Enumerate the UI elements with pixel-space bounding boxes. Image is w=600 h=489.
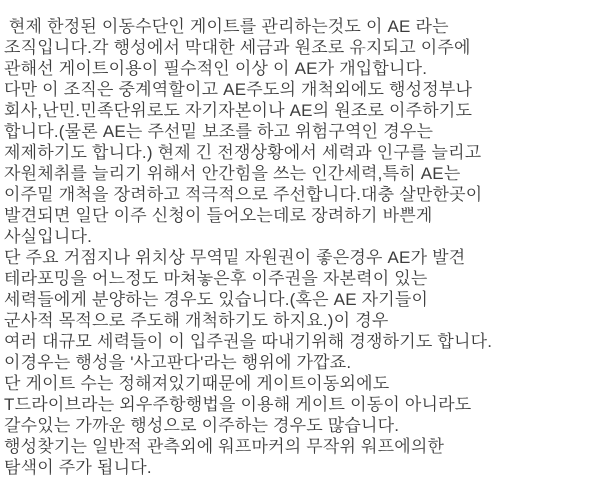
- text-line: 사실입니다.: [4, 227, 93, 246]
- text-line: 회사,난민.민족단위로도 자기자본이나 AE의 원조로 이주하기도: [4, 101, 473, 120]
- text-line: 발견되면 일단 이주 신청이 들어오는데로 장려하기 바쁜게: [4, 206, 433, 225]
- text-line: 여러 대규모 세력들이 이 입주권을 따내기위해 경쟁하기도 합니다.: [4, 332, 493, 351]
- text-line: 관해선 게이트이용이 필수적인 이상 이 AE가 개입합니다.: [4, 59, 428, 78]
- text-line: 제제하기도 합니다.) 현제 긴 전쟁상황에서 세력과 인구를 늘리고: [4, 143, 482, 162]
- text-line: 합니다.(물론 AE는 주선밑 보조를 하고 위험구역인 경우는: [4, 122, 434, 141]
- text-line: 단 게이트 수는 정해져있기때문에 게이트이동외에도: [4, 374, 390, 393]
- text-line: 탐색이 주가 됩니다.: [4, 458, 152, 477]
- text-line: 현제 한정된 이동수단인 게이트를 관리하는것도 이 AE 라는: [4, 17, 449, 36]
- text-line: 자원체취를 늘리기 위해서 안간힘을 쓰는 인간세력,특히 AE는: [4, 164, 461, 183]
- text-line: 이주밑 개척을 장려하고 적극적으로 주선합니다.대충 살만한곳이: [4, 185, 483, 204]
- text-line: 갈수있는 가까운 행성으로 이주하는 경우도 많습니다.: [4, 416, 400, 435]
- text-line: 단 주요 거점지나 위치상 무역밑 자원권이 좋은경우 AE가 발견: [4, 248, 466, 267]
- text-line: 테라포밍을 어느정도 마쳐놓은후 이주권을 자본력이 있는: [4, 269, 428, 288]
- text-line: 다만 이 조직은 중계역할이고 AE주도의 개척외에도 행성정부나: [4, 80, 473, 99]
- text-line: T드라이브라는 외우주항행법을 이용해 게이트 이동이 아니라도: [4, 395, 472, 414]
- text-line: 군사적 목적으로 주도해 개척하기도 하지요.)이 경우: [4, 311, 389, 330]
- text-line: 조직입니다.각 행성에서 막대한 세금과 원조로 유지되고 이주에: [4, 38, 471, 57]
- text-line: 행성찾기는 일반적 관측외에 워프마커의 무작위 워프에의한: [4, 437, 445, 456]
- text-line: 이경우는 행성을 '사고판다'라는 행위에 가깝죠.: [4, 353, 352, 372]
- text-line: 세력들에게 분양하는 경우도 있습니다.(혹은 AE 자기들이: [4, 290, 429, 309]
